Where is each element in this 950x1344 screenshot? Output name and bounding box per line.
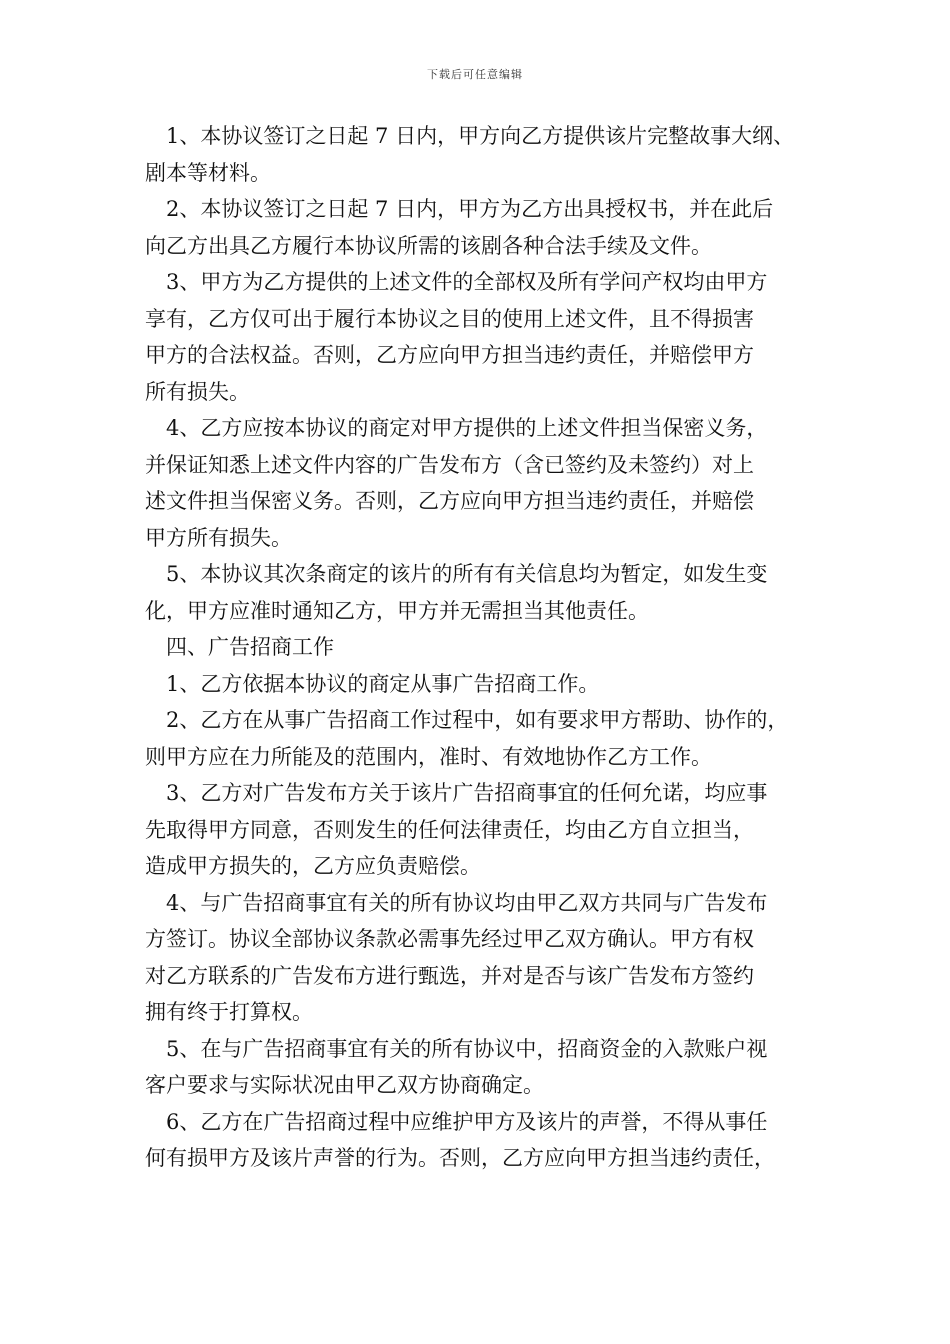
text-line: 甲方的合法权益。否则，乙方应向甲方担当违约责任，并赔偿甲方 [145,343,754,367]
text-line: 方签订。协议全部协议条款必需事先经过甲乙双方确认。甲方有权 [145,927,754,951]
text-line: 四、广告招商工作 [166,635,334,659]
text-line: 何有损甲方及该片声誉的行为。否则，乙方应向甲方担当违约责任， [145,1146,775,1170]
text-line: 拥有终于打算权。 [145,1000,313,1024]
text-line: 2、乙方在从事广告招商工作过程中，如有要求甲方帮助、协作的， [166,708,789,732]
text-line: 客户要求与实际状况由甲乙双方协商确定。 [145,1073,544,1097]
text-line: 述文件担当保密义务。否则，乙方应向甲方担当违约责任，并赔偿 [145,489,754,513]
text-line: 享有，乙方仅可出于履行本协议之目的使用上述文件，且不得损害 [145,306,754,331]
text-line: 剧本等材料。 [145,160,271,185]
text-line: 先取得甲方同意，否则发生的任何法律责任，均由乙方自立担当， [145,817,754,842]
text-line: 2、本协议签订之日起 7 日内，甲方为乙方出具授权书，并在此后 [166,197,774,221]
text-line: 4、乙方应按本协议的商定对甲方提供的上述文件担当保密义务， [166,416,768,440]
text-line: 1、乙方依据本协议的商定从事广告招商工作。 [166,671,600,696]
text-line: 4、与广告招商事宜有关的所有协议均由甲乙双方共同与广告发布 [166,890,768,915]
text-line: 3、乙方对广告发布方关于该片广告招商事宜的任何允诺，均应事 [166,781,768,805]
text-line: 化，甲方应准时通知乙方，甲方并无需担当其他责任。 [145,598,649,623]
text-line: 向乙方出具乙方履行本协议所需的该剧各种合法手续及文件。 [145,233,712,258]
text-line: 5、本协议其次条商定的该片的所有有关信息均为暂定，如发生变 [166,562,768,586]
text-line: 3、甲方为乙方提供的上述文件的全部权及所有学问产权均由甲方 [166,270,768,294]
text-line: 对乙方联系的广告发布方进行甄选，并对是否与该广告发布方签约 [145,963,754,988]
page-header: 下载后可任意编辑 [427,68,523,81]
text-line: 1、本协议签订之日起 7 日内，甲方向乙方提供该片完整故事大纲、 [166,124,795,148]
text-line: 则甲方应在力所能及的范围内，准时、有效地协作乙方工作。 [145,744,712,769]
text-line: 甲方所有损失。 [145,525,292,550]
document-body [145,118,825,1177]
text-line: 并保证知悉上述文件内容的广告发布方（含已签约及未签约）对上 [145,452,754,477]
text-line: 6、乙方在广告招商过程中应维护甲方及该片的声誉，不得从事任 [166,1109,768,1134]
text-line: 5、在与广告招商事宜有关的所有协议中，招商资金的入款账户视 [166,1036,768,1061]
text-line: 所有损失。 [145,379,250,404]
text-line: 造成甲方损失的，乙方应负责赔偿。 [145,854,481,878]
